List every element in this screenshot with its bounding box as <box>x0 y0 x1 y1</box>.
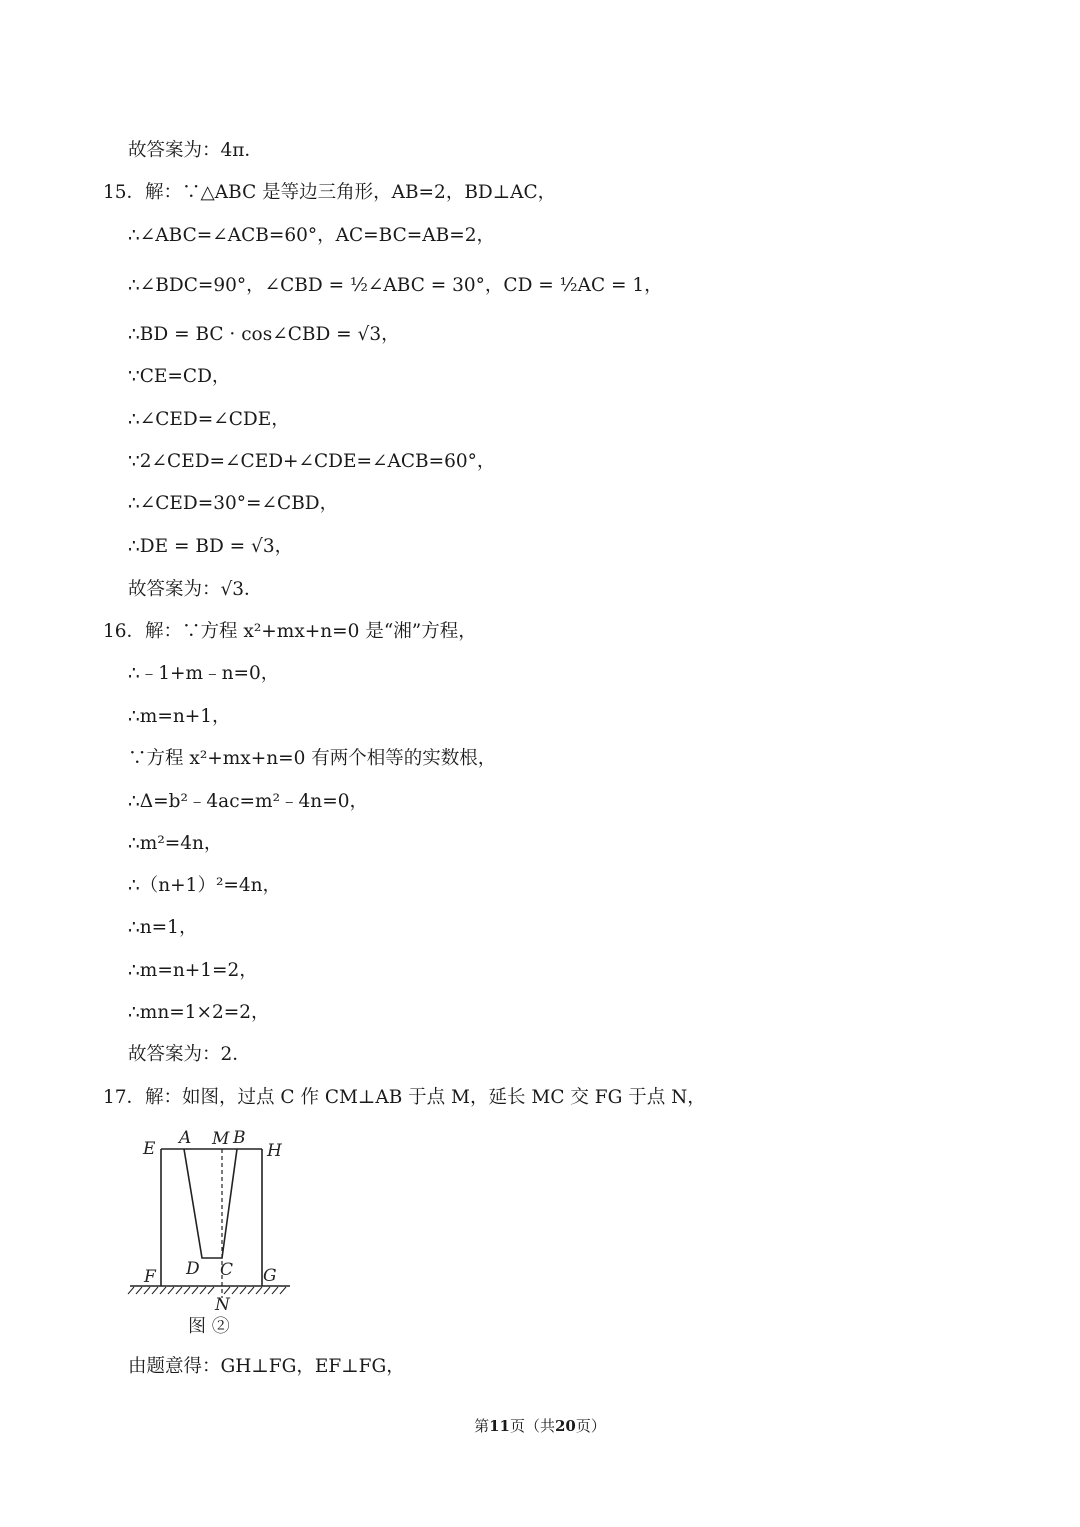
line-1: 故答案为：4π． <box>128 140 263 161</box>
label-n: N <box>215 1295 230 1315</box>
footer-suffix: 页） <box>575 1417 606 1435</box>
footer-total-pages: 20 <box>555 1417 576 1435</box>
line-15: ∵方程 x²+mx+n=0 有两个相等的实数根， <box>128 748 497 769</box>
label-h: H <box>267 1141 282 1161</box>
line-24: 由题意得：GH⊥FG，EF⊥FG， <box>128 1356 405 1377</box>
line-3: ∴∠ABC=∠ACB=60°，AC=BC=AB=2， <box>128 225 495 246</box>
ground-hatching <box>128 1287 286 1294</box>
line-11: 故答案为：√3． <box>128 579 263 600</box>
figure-drawing <box>126 1124 296 1342</box>
line-4: ∴∠BDC=90°，∠CBD = ½∠ABC = 30°，CD = ½AC = 1， <box>128 275 663 296</box>
line-19: ∴n=1， <box>128 917 198 938</box>
label-a: A <box>179 1128 192 1148</box>
footer-page-number: 11 <box>489 1417 510 1435</box>
page-footer <box>0 1414 1080 1438</box>
line-10: ∴DE = BD = √3， <box>128 536 294 557</box>
label-g: G <box>263 1266 277 1286</box>
line-5: ∴BD = BC · cos∠CBD = √3， <box>128 324 400 345</box>
line-13: ∴﹣1+m﹣n=0， <box>128 663 280 684</box>
line-6: ∵CE=CD， <box>128 366 231 387</box>
line-18: ∴（n+1）²=4n， <box>128 875 282 896</box>
label-b: B <box>233 1128 246 1148</box>
figure-caption: 图 ② <box>188 1316 230 1337</box>
label-d: D <box>186 1259 200 1279</box>
line-21: ∴mn=1×2=2， <box>128 1002 270 1023</box>
line-12: 16．解：∵方程 x²+mx+n=0 是“湘”方程， <box>103 621 477 642</box>
line-2: 15．解：∵△ABC 是等边三角形，AB=2，BD⊥AC， <box>103 182 557 203</box>
line-16: ∴Δ=b²﹣4ac=m²﹣4n=0， <box>128 791 368 812</box>
trapezoid-abcd <box>184 1149 237 1258</box>
line-17: ∴m²=4n， <box>128 833 223 854</box>
line-23: 17．解：如图，过点 C 作 CM⊥AB 于点 M，延长 MC 交 FG 于点 N， <box>103 1087 706 1108</box>
label-m: M <box>212 1129 230 1149</box>
line-7: ∴∠CED=∠CDE， <box>128 409 290 430</box>
label-c: C <box>220 1260 234 1280</box>
footer-prefix: 第 <box>474 1417 490 1435</box>
label-e: E <box>143 1139 156 1159</box>
line-8: ∵2∠CED=∠CED+∠CDE=∠ACB=60°， <box>128 451 496 472</box>
footer-mid: 页（共 <box>509 1417 555 1435</box>
geometry-figure <box>126 1124 296 1342</box>
line-9: ∴∠CED=30°=∠CBD， <box>128 493 339 514</box>
line-22: 故答案为：2． <box>128 1044 251 1065</box>
line-20: ∴m=n+1=2， <box>128 960 258 981</box>
line-14: ∴m=n+1， <box>128 706 231 727</box>
label-f: F <box>144 1267 156 1287</box>
